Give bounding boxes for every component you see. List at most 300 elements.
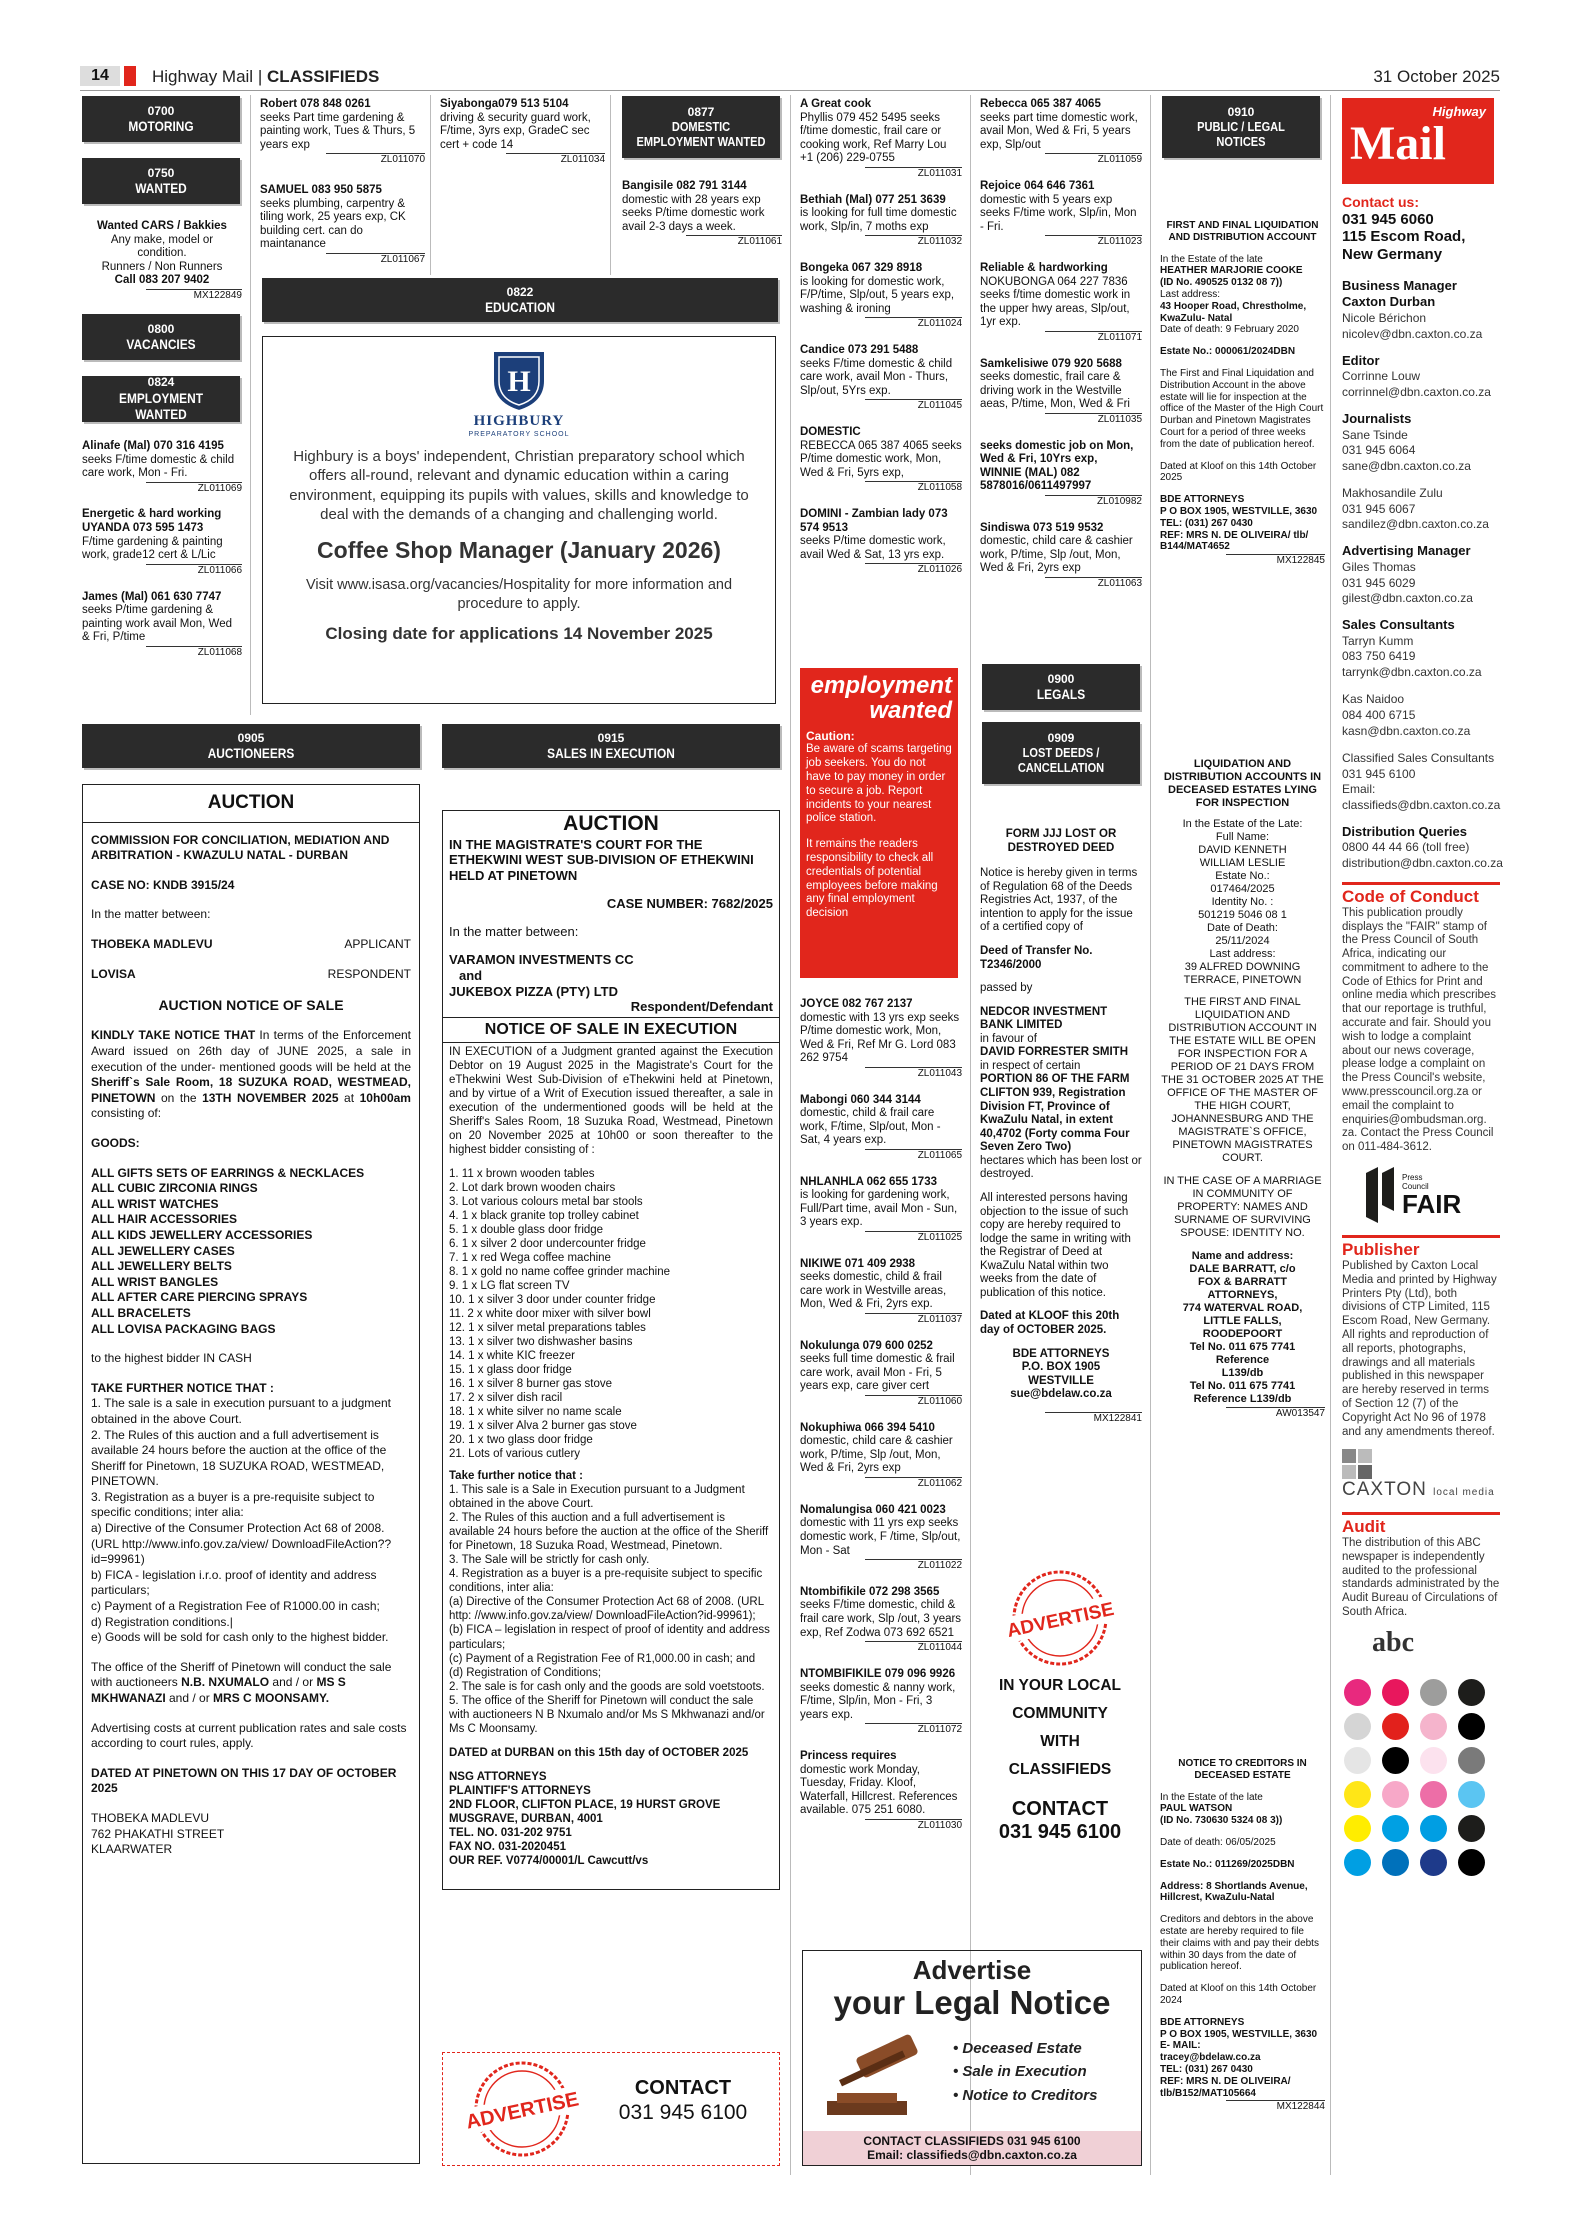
tagline-line: COMMUNITY bbox=[1012, 1704, 1108, 1722]
goods-item: ALL JEWELLERY CASES bbox=[91, 1243, 235, 1258]
notice-text: in favour of bbox=[980, 1032, 1037, 1045]
category-motoring bbox=[82, 96, 240, 142]
staff-line: 084 400 6715 bbox=[1342, 708, 1416, 723]
classified-ad bbox=[82, 508, 242, 576]
staff-line bbox=[1342, 474, 1500, 486]
colour-swatch bbox=[1382, 1747, 1409, 1774]
category-title: LEGALS bbox=[1036, 685, 1086, 702]
category-lost-deeds bbox=[982, 722, 1140, 784]
legal-ad-bullet: Notice to Creditors bbox=[962, 2086, 1098, 2104]
caution-label: Caution: bbox=[806, 729, 855, 744]
staff-role: Distribution Queries bbox=[1342, 823, 1467, 839]
notice-text: In terms of the Enforcement Award issued on 26th day of JUNE 2025, a sale in execution of the under- mentioned goods will be held at the bbox=[91, 1028, 411, 1074]
condition-item: a) Directive of the Consumer Protection Act 68 of 2008. bbox=[91, 1521, 385, 1536]
ad-ref: ZL011070 bbox=[326, 153, 425, 166]
goods-item: ALL WRIST WATCHES bbox=[91, 1196, 219, 1211]
condition-item: 1. The sale is a sale in execution pursuant to a judgment obtained in the above Court. bbox=[91, 1396, 391, 1426]
court-name: IN THE MAGISTRATE'S COURT FOR THE ETHEKWINI WEST SUB-DIVISION OF ETHEKWINI HELD AT PINETOWN bbox=[449, 836, 754, 884]
classified-ad bbox=[980, 98, 1142, 166]
colour-swatch bbox=[1344, 1815, 1371, 1842]
goods-item: ALL BRACELETS bbox=[91, 1305, 191, 1320]
ad-headline: Princess requires bbox=[800, 1749, 897, 1762]
staff-line: Sane Tsinde bbox=[1342, 427, 1408, 442]
ad-ref: ZL011037 bbox=[865, 1313, 962, 1326]
colour-swatch bbox=[1382, 1781, 1409, 1808]
colour-swatch bbox=[1420, 1849, 1447, 1876]
page-number: 14 bbox=[80, 66, 120, 86]
svg-text:H: H bbox=[507, 365, 531, 398]
press-council-fair-logo bbox=[1362, 1165, 1500, 1225]
caution-title: employment bbox=[810, 672, 952, 699]
advertise-stamp-icon bbox=[1000, 1568, 1120, 1668]
notice-line: TERRACE, PINETOWN bbox=[1183, 973, 1302, 986]
category-title: LOST DEEDS / CANCELLATION bbox=[1017, 744, 1105, 776]
staff-section bbox=[1342, 823, 1503, 872]
attorney-line: 2ND FLOOR, CLIFTON PLACE, 19 HURST GROVE bbox=[449, 1798, 721, 1811]
masthead-sidebar bbox=[1342, 98, 1503, 2168]
ad-headline: James (Mal) 061 630 7747 bbox=[82, 590, 222, 603]
ad-ref: ZL011043 bbox=[865, 1067, 962, 1080]
classified-ad bbox=[260, 98, 425, 166]
section-name: CLASSIFIEDS bbox=[266, 67, 380, 86]
classified-ad bbox=[980, 180, 1142, 248]
category-title: PUBLIC / LEGAL NOTICES bbox=[1197, 118, 1285, 150]
notice-text: Dated at KLOOF this 20th day of OCTOBER 2025. bbox=[980, 1310, 1120, 1336]
staff-role: Journalists bbox=[1342, 410, 1412, 426]
notice-text: REF: MRS N. DE OLIVEIRA/ tlb/ B144/MAT4652 bbox=[1160, 529, 1309, 553]
staff-line: distribution@dbn.caxton.co.za bbox=[1342, 856, 1503, 871]
apply-info: Visit www.isasa.org/vacancies/Hospitality for more information and procedure to apply. bbox=[305, 577, 733, 612]
ad-ref: ZL010982 bbox=[1045, 495, 1142, 508]
caxton-sub: local media bbox=[1433, 1487, 1495, 1499]
signatory-line: 762 PHAKATHI STREET bbox=[91, 1826, 225, 1841]
notice-line: 39 ALFRED DOWNING bbox=[1184, 960, 1301, 973]
ad-ref: ZL011035 bbox=[1045, 413, 1142, 426]
classified-ad bbox=[800, 998, 962, 1080]
goods-item: ALL AFTER CARE PIERCING SPRAYS bbox=[91, 1290, 308, 1305]
classified-ad bbox=[800, 1176, 962, 1244]
goods-item: ALL HAIR ACCESSORIES bbox=[91, 1212, 238, 1227]
notice-text: In the Estate of the late bbox=[1160, 1791, 1263, 1803]
notice-text: BDE ATTORNEYS bbox=[1160, 494, 1245, 506]
notice-line: DALE BARRATT, c/o bbox=[1189, 1262, 1296, 1275]
category-number: 0909 bbox=[1047, 730, 1075, 745]
ad-body: seeks P/time domestic work, avail Wed & Sat, 13 yrs exp. bbox=[800, 535, 946, 561]
category-title: VACANCIES bbox=[126, 335, 196, 352]
notice-text: sue@bdelaw.co.za bbox=[1010, 1388, 1112, 1401]
colour-swatch bbox=[1382, 1713, 1409, 1740]
ad-headline: Nomalungisa 060 421 0023 bbox=[800, 1503, 946, 1516]
classified-ad bbox=[800, 426, 962, 494]
condition-item: d) Registration conditions.| bbox=[91, 1614, 233, 1629]
attorney-address bbox=[1160, 1250, 1325, 1406]
ad-body: domestic, child care & cashier work, P/time, Slp /out, Mon, Wed & Fri, 2yrs exp bbox=[980, 535, 1133, 575]
goods-item: 7. 1 x red Wega coffee machine bbox=[449, 1252, 611, 1265]
notice-line: Reference bbox=[1215, 1353, 1270, 1366]
notice-title: NOTICE TO CREDITORS IN DECEASED ESTATE bbox=[1178, 1758, 1307, 1781]
staff-line: Makhosandile Zulu bbox=[1342, 486, 1443, 501]
tagline-line: IN YOUR LOCAL bbox=[999, 1677, 1121, 1694]
caution-text: Be aware of scams targeting job seekers. You do not have to pay money in order to secure a job. Report incidents to your nearest police station. bbox=[806, 743, 952, 825]
category-legals bbox=[982, 664, 1140, 710]
ad-headline: Ntombifikile 072 298 3565 bbox=[800, 1585, 940, 1598]
classified-ad bbox=[82, 440, 242, 494]
classified-ad bbox=[800, 1094, 962, 1162]
notice-body: IN EXECUTION of a Judgment granted against the Execution Debtor on 19 August 2025 in the Magistrate's Court for the eThekwini West Sub-Division of eThekwini held at Pinetown, and by virtue of a Writ of Execution issued thereafter, a sale in execution of the undermentioned goods will be held at the Sheriff's Sales Room, 18 Suzuka Road, Westmead, Pinetown on 20 November 2025 at 10h00 or soon thereafter to the highest bidder consisting of : bbox=[449, 1045, 773, 1156]
ad-ref: ZL011030 bbox=[865, 1819, 962, 1832]
publication-title: Highway Mail | CLASSIFIEDS bbox=[152, 67, 380, 86]
notice-text: Estate No.: 000061/2024DBN bbox=[1160, 346, 1296, 358]
notice-text: NEDCOR INVESTMENT BANK LIMITED bbox=[980, 1005, 1108, 1032]
ad-headline: DOMESTIC bbox=[800, 426, 861, 439]
category-number: 0700 bbox=[147, 103, 175, 118]
staff-line: Email: bbox=[1342, 782, 1376, 797]
staff-line: tarrynk@dbn.caxton.co.za bbox=[1342, 664, 1482, 679]
contact-phone: 031 945 6060 bbox=[1342, 210, 1434, 228]
category-title: WANTED bbox=[135, 179, 187, 196]
notice-line: Reference L139/db bbox=[1193, 1392, 1292, 1405]
ad-headline: Nokuphiwa 066 394 5410 bbox=[800, 1421, 935, 1434]
staff-line: Corrinne Louw bbox=[1342, 369, 1421, 384]
signatory-line: KLAARWATER bbox=[91, 1842, 173, 1857]
closing-date: Closing date for applications 14 November 2025 bbox=[325, 623, 713, 643]
notice-text: passed by bbox=[980, 982, 1033, 995]
caution-text-2: It remains the readers responsibility to check all credentials of potential employees before making any final employment decision bbox=[806, 838, 938, 920]
goods-item: 12. 1 x silver metal preparations tables bbox=[449, 1322, 646, 1335]
ad-headline: Alinafe (Mal) 070 316 4195 bbox=[82, 440, 224, 452]
staff-line: Kas Naidoo bbox=[1342, 692, 1405, 707]
ad-ref: ZL011031 bbox=[865, 167, 962, 180]
highway-mail-logo bbox=[1342, 98, 1494, 184]
col5-ads bbox=[800, 98, 962, 576]
abc-logo-text: abc bbox=[1372, 1626, 1414, 1658]
column-rule bbox=[790, 95, 791, 2175]
classified-ad bbox=[800, 1340, 962, 1408]
notice-line: 017464/2025 bbox=[1210, 882, 1275, 895]
estate-details bbox=[1160, 818, 1325, 987]
classified-ad bbox=[800, 1258, 962, 1326]
classified-ad bbox=[800, 194, 962, 248]
case-number: CASE NUMBER: 7682/2025 bbox=[606, 896, 773, 912]
notice-line: L139/db bbox=[1221, 1366, 1264, 1379]
auctioneers-text bbox=[91, 1660, 411, 1707]
notice-text: BDE ATTORNEYS bbox=[1012, 1347, 1110, 1360]
goods-item: 16. 1 x silver 8 burner gas stove bbox=[449, 1378, 612, 1391]
goods-item: 6. 1 x silver 2 door undercounter fridge bbox=[449, 1238, 646, 1251]
issue-date: 31 October 2025 bbox=[1373, 67, 1500, 86]
ad-ref: ZL011044 bbox=[865, 1641, 962, 1654]
staff-line: nicolev@dbn.caxton.co.za bbox=[1342, 326, 1483, 341]
notice-line: DAVID KENNETH bbox=[1198, 843, 1287, 856]
notice-line: Estate No.: bbox=[1215, 869, 1270, 882]
category-wanted bbox=[82, 158, 240, 204]
goods-item: ALL LOVISA PACKAGING BAGS bbox=[91, 1321, 276, 1336]
ad-body: F/time gardening & painting work, grade12 cert & L/Lic bbox=[82, 535, 223, 562]
classified-ad bbox=[622, 180, 782, 248]
ad-headline: seeks domestic job on Mon, Wed & Fri, 10Yrs exp, WINNIE (MAL) 082 5878016/0611497997 bbox=[980, 439, 1134, 493]
category-number: 0910 bbox=[1227, 104, 1255, 119]
ad-ref: MX122841 bbox=[1045, 1412, 1142, 1425]
classified-ad bbox=[980, 440, 1142, 508]
goods-item: 20. 1 x two glass door fridge bbox=[449, 1434, 593, 1447]
category-number: 0915 bbox=[597, 730, 625, 745]
ad-body: seeks F/time domestic, child & frail care work, Slp /out, 3 years exp, Ref Zodwa 073 692 6521 bbox=[800, 1599, 962, 1639]
legal-ad-title-2: your Legal Notice bbox=[833, 1983, 1111, 2021]
staff-line: 031 945 6029 bbox=[1342, 575, 1416, 590]
advertise-tagline bbox=[980, 1672, 1140, 1784]
goods-item: 8. 1 x gold no name coffee grinder machine bbox=[449, 1266, 670, 1279]
lost-deed-notice bbox=[980, 828, 1142, 1425]
ad-body: seeks P/time gardening & painting work avail Mon, Wed & Fri, P/time bbox=[82, 604, 232, 644]
notice-text: DAVID FORRESTER SMITH bbox=[980, 1046, 1129, 1059]
notice-text: Date of death: 9 February 2020 bbox=[1160, 324, 1299, 336]
category-title: DOMESTIC EMPLOYMENT WANTED bbox=[636, 118, 766, 150]
notice-text: REF: MRS N. DE OLIVEIRA/ tlb/B152/MAT105664 bbox=[1160, 2075, 1291, 2099]
classified-ad bbox=[980, 262, 1142, 344]
condition-item: 4. Registration as a buyer is a pre-requisite subject to specific conditions, inter alia: bbox=[449, 1568, 763, 1595]
classified-ad bbox=[800, 344, 962, 412]
goods-item: 17. 2 x silver dish racil bbox=[449, 1392, 563, 1405]
colour-swatch bbox=[1382, 1679, 1409, 1706]
press-council-line: Council bbox=[1402, 1182, 1429, 1192]
further-conditions bbox=[91, 1396, 411, 1646]
goods-item: 1. 11 x brown wooden tables bbox=[449, 1167, 595, 1180]
condition-item: (URL http://www.info.gov.za/view/ DownloadFileAction?? id=99961) bbox=[91, 1536, 392, 1567]
ad-ref: ZL011059 bbox=[1045, 153, 1142, 166]
ad-line: condition. bbox=[137, 247, 187, 260]
ad-headline: NTOMBIFIKILE 079 096 9926 bbox=[800, 1667, 956, 1680]
notice-text: 43 Hooper Road, Chrestholme, KwaZulu- Natal bbox=[1160, 300, 1307, 324]
ad-headline: Bethiah (Mal) 077 251 3639 bbox=[800, 193, 946, 206]
ad-ref: ZL011045 bbox=[865, 399, 962, 412]
ad-ref: MX122845 bbox=[1226, 554, 1325, 567]
goods-item: 14. 1 x white KIC freezer bbox=[449, 1350, 575, 1363]
section-text: This publication proudly displays the "FAIR" stamp of the Press Council of South Africa, indicating our commitment to adhere to the Code of Ethics for Print and online media which prescribes that our reportage is truthful, accurate and fair. Should you wish to lodge a complaint about our news coverage, please lodge a complaint on the Press Council's website, www.presscouncil.org.za or email the complaint to enquiries@ombudsman.org. za. Contact the Press Council on 011-484-3612. bbox=[1342, 906, 1497, 1154]
goods-item: 3. Lot various colours metal bar stools bbox=[449, 1196, 643, 1209]
category-number: 0824 bbox=[147, 375, 175, 390]
staff-line: 031 945 6064 bbox=[1342, 443, 1416, 458]
liquidation-notice-leslie bbox=[1160, 758, 1325, 1419]
gavel-icon bbox=[817, 2031, 947, 2121]
ad-body: domestic with 5 years exp seeks F/time work, Slp/in, Mon - Fri. bbox=[980, 193, 1137, 233]
ad-ref: ZL011024 bbox=[865, 317, 962, 330]
ad-body: seeks F/time domestic & child care work, Mon - Fri. bbox=[82, 453, 235, 480]
advertise-stamp-icon bbox=[457, 2059, 587, 2159]
colour-swatch bbox=[1382, 1815, 1409, 1842]
notice-text: Advertising costs at current publication rates and sale costs according to court rules, apply. bbox=[91, 1720, 407, 1751]
goods-item: 18. 1 x white silver no name scale bbox=[449, 1406, 622, 1419]
notice-text: P O BOX 1905, WESTVILLE, 3630 bbox=[1160, 2028, 1318, 2040]
staff-org: Caxton Durban bbox=[1342, 294, 1436, 310]
notice-text: In the matter between: bbox=[91, 907, 211, 922]
colour-swatch bbox=[1458, 1781, 1485, 1808]
category-number: 0905 bbox=[237, 730, 265, 745]
condition-item: 3. The Sale will be strictly for cash only. bbox=[449, 1554, 650, 1567]
colour-swatch bbox=[1344, 1747, 1371, 1774]
classified-ad bbox=[800, 1586, 962, 1654]
ad-headline: Sindiswa 073 519 9532 bbox=[980, 521, 1104, 534]
fair-text: FAIR bbox=[1402, 1189, 1462, 1220]
colour-swatch bbox=[1344, 1849, 1371, 1876]
ad-body: seeks plumbing, carpentry & tiling work, 25 years exp, CK building cert. can do maintanance bbox=[260, 197, 406, 251]
staff-line bbox=[1342, 680, 1500, 692]
ad-ref: ZL011025 bbox=[865, 1231, 962, 1244]
notice-line: WILLIAM LESLIE bbox=[1199, 856, 1286, 869]
condition-item: 3. Registration as a buyer is a pre-requisite subject to specific conditions; inter alia: bbox=[91, 1489, 375, 1520]
ad-body: is looking for full time domestic work, Slp/in, 7 moths exp bbox=[800, 207, 957, 233]
ad-ref: ZL011072 bbox=[865, 1723, 962, 1736]
notice-text: TEL: (031) 267 0430 bbox=[1160, 2063, 1253, 2075]
staff-directory bbox=[1342, 277, 1503, 872]
ad-ref: ZL011063 bbox=[1045, 577, 1142, 590]
ad-headline: SAMUEL 083 950 5875 bbox=[260, 184, 382, 197]
section-text: Published by Caxton Local Media and printed by Highway Printers Pty (Ltd), both divisions of CTP Limited, 115 Escom Road, New Germany. All rights and reproduction of all reports, photographs, drawings and all materials published in this newspaper are hereby reserved in terms of Section 12 (7) of the Copyright Act No 96 of 1978 and any amendments thereof. bbox=[1342, 1260, 1497, 1438]
contact-label: CONTACT bbox=[1011, 1797, 1109, 1820]
contact-label: CONTACT bbox=[634, 2077, 732, 2099]
ad-phone: Call 083 207 9402 bbox=[114, 274, 210, 287]
notice-title: FORM JJJ LOST OR DESTROYED DEED bbox=[1005, 828, 1117, 854]
notice-text: PORTION 86 OF THE FARM CLIFTON 939, Registration Division FT, Province of KwaZulu Natal, in extent 40,4702 (Forty comma Four Seven Zero Two) bbox=[980, 1073, 1130, 1154]
auctioneer-name: N.B. NXUMALO bbox=[181, 1675, 270, 1690]
classified-ad bbox=[800, 262, 962, 330]
notice-line: Last address: bbox=[1209, 947, 1276, 960]
classified-ad bbox=[800, 1668, 962, 1736]
press-council-line: Press bbox=[1402, 1172, 1423, 1182]
staff-section bbox=[1342, 353, 1500, 401]
job-title: Coffee Shop Manager (January 2026) bbox=[317, 536, 721, 563]
classified-ad bbox=[800, 1504, 962, 1572]
category-number: 0800 bbox=[147, 321, 175, 336]
classified-ad bbox=[800, 98, 962, 180]
colour-swatch bbox=[1458, 1747, 1485, 1774]
page-header bbox=[80, 64, 1500, 90]
condition-item: 2. The sale is for cash only and the goods are sold voetstoots. bbox=[449, 1680, 765, 1693]
notice-text: Date of death: 06/05/2025 bbox=[1160, 1836, 1276, 1848]
colour-swatch bbox=[1458, 1713, 1485, 1740]
ad-ref: ZL011022 bbox=[865, 1559, 962, 1572]
notice-text: Last address: bbox=[1160, 288, 1221, 300]
ad-ref: ZL011067 bbox=[326, 253, 425, 266]
legal-ad-bullets: • Deceased Estate • Sale in Execution • Notice to Creditors bbox=[953, 2040, 1098, 2104]
highbury-logo-sub: PREPARATORY SCHOOL bbox=[468, 430, 570, 438]
auctioneer-name: MRS C MOONSAMY. bbox=[213, 1691, 330, 1705]
ad-headline: Mabongi 060 344 3144 bbox=[800, 1093, 921, 1106]
ad-headline: Rebecca 065 387 4065 bbox=[980, 98, 1101, 110]
colour-registration-swatches bbox=[1342, 1679, 1500, 1889]
notice-line: Name and address: bbox=[1191, 1249, 1294, 1262]
ad-ref: MX122849 bbox=[146, 289, 242, 302]
notice-emph: KINDLY TAKE NOTICE THAT bbox=[91, 1028, 256, 1043]
notice-text: TEL: (031) 267 0430 bbox=[1160, 517, 1253, 529]
staff-role: Sales Consultants bbox=[1342, 616, 1455, 632]
notice-subtitle: NOTICE OF SALE IN EXECUTION bbox=[443, 1017, 779, 1043]
caxton-icon bbox=[1342, 1449, 1374, 1479]
column-rule bbox=[1330, 95, 1331, 2175]
ad-body: is looking for domestic work, F/P/time, Slp/out, 5 years exp, washing & ironing bbox=[800, 275, 955, 315]
goods-item: 2. Lot dark brown wooden chairs bbox=[449, 1182, 616, 1194]
further-conditions bbox=[449, 1483, 773, 1735]
ad-line: Runners / Non Runners bbox=[101, 260, 223, 273]
attorney-line: OUR REF. V0774/00001/L Cawcutt/vs bbox=[449, 1854, 649, 1867]
notice-text: Notice is hereby given in terms of Regulation 68 of the Deeds Registries Act, 1937, of the intention to apply for the issue of a certified copy of bbox=[980, 867, 1138, 934]
staff-line: 0800 44 44 66 (toll free) bbox=[1342, 840, 1470, 855]
notice-text: tracey@bdelaw.co.za bbox=[1160, 2052, 1261, 2064]
publisher-info bbox=[1342, 1235, 1500, 1502]
legal-ad-contact-line: CONTACT CLASSIFIEDS 031 945 6100 bbox=[863, 2133, 1081, 2148]
category-employment-wanted bbox=[82, 376, 240, 422]
ad-body: domestic, child care & cashier work, P/time, Slp /out, Mon, Wed & Fri, 2yrs exp bbox=[800, 1435, 953, 1475]
contact-phone: 031 945 6100 bbox=[998, 1821, 1122, 1844]
legal-ad-contact bbox=[803, 2131, 1141, 2165]
caxton-logo bbox=[1342, 1449, 1500, 1501]
highbury-crest-icon bbox=[489, 347, 549, 413]
notice-line: 501219 5046 08 1 bbox=[1198, 908, 1287, 921]
ad-ref: ZL011032 bbox=[865, 235, 962, 248]
classified-ad bbox=[800, 508, 962, 576]
ad-ref: ZL011026 bbox=[865, 563, 962, 576]
attorney-line: MUSGRAVE, DURBAN, 4001 bbox=[449, 1812, 603, 1825]
goods-item: ALL WRIST BANGLES bbox=[91, 1274, 219, 1289]
notice-title: AUCTION bbox=[563, 812, 659, 835]
party-role: RESPONDENT bbox=[327, 966, 411, 981]
sale-date: 13TH NOVEMBER 2025 bbox=[202, 1090, 339, 1105]
notice-text: on the bbox=[160, 1090, 197, 1105]
press-council-icon bbox=[1362, 1165, 1398, 1225]
ad-body: domestic with 13 yrs exp seeks P/time domestic work, Mon, Wed & Fri, Ref Mr G. Lord 083 262 9754 bbox=[800, 1011, 960, 1065]
sale-location: Sheriff`s Sale Room, 18 SUZUKA ROAD, WESTMEAD, PINETOWN bbox=[91, 1075, 411, 1105]
liquidation-notice-cooke bbox=[1160, 220, 1325, 567]
condition-item: 1. This sale is a Sale in Execution pursuant to a Judgment obtained in the above Court. bbox=[449, 1484, 745, 1511]
classified-ad bbox=[82, 591, 242, 659]
audit-info bbox=[1342, 1512, 1500, 1659]
svg-text:ADVERTISE: ADVERTISE bbox=[1005, 1598, 1116, 1643]
page-tab-marker bbox=[124, 66, 136, 86]
section-heading: Publisher bbox=[1342, 1240, 1420, 1260]
attorney-block bbox=[449, 1770, 773, 1868]
notice-text: Deed of Transfer No. T2346/2000 bbox=[980, 944, 1093, 971]
code-of-conduct bbox=[1342, 882, 1500, 1225]
colour-swatch bbox=[1420, 1781, 1447, 1808]
case-number: CASE NO: KNDB 3915/24 bbox=[91, 877, 235, 892]
column-rule bbox=[970, 95, 971, 2175]
notice-text: Dated at Kloof on this 14th October 2025 bbox=[1160, 460, 1317, 484]
notice-text: Dated at Kloof on this 14th October 2024 bbox=[1160, 1983, 1317, 2006]
staff-line bbox=[1342, 739, 1500, 751]
notice-title: AUCTION bbox=[83, 785, 419, 823]
ad-ref: ZL011058 bbox=[865, 481, 962, 494]
col2-ads bbox=[260, 98, 425, 266]
ad-body: REBECCA 065 387 4065 seeks P/time domestic work, Mon, Wed & Fri, 5yrs exp, bbox=[800, 439, 962, 479]
staff-section bbox=[1342, 278, 1500, 343]
ad-headline: Bangisile 082 791 3144 bbox=[622, 180, 747, 192]
notice-text: The office of the Sheriff of Pinetown will conduct the sale with auctioneers bbox=[91, 1659, 392, 1690]
ad-headline: A Great cook bbox=[800, 98, 872, 110]
ad-ref: ZL011061 bbox=[686, 235, 782, 248]
notice-line: ROODEPOORT bbox=[1202, 1327, 1283, 1340]
notice-text: In the Estate of the late bbox=[1160, 253, 1263, 265]
staff-line: Giles Thomas bbox=[1342, 559, 1416, 574]
ad-ref: ZL011062 bbox=[865, 1477, 962, 1490]
highbury-logo-text: HIGHBURY bbox=[473, 413, 565, 429]
goods-heading: GOODS: bbox=[91, 1136, 140, 1150]
notice-text: and / or bbox=[169, 1691, 210, 1705]
staff-line: kasn@dbn.caxton.co.za bbox=[1342, 723, 1471, 738]
staff-line: sandilez@dbn.caxton.co.za bbox=[1342, 517, 1489, 532]
ad-body: seeks domestic, child & frail care work in Westville areas, Mon, Wed & Fri, 2yrs exp. bbox=[800, 1271, 947, 1311]
ad-ref: ZL011023 bbox=[1045, 235, 1142, 248]
goods-item: 5. 1 x double glass door fridge bbox=[449, 1224, 604, 1237]
notice-text: P.O. BOX 1905 bbox=[1021, 1361, 1101, 1374]
